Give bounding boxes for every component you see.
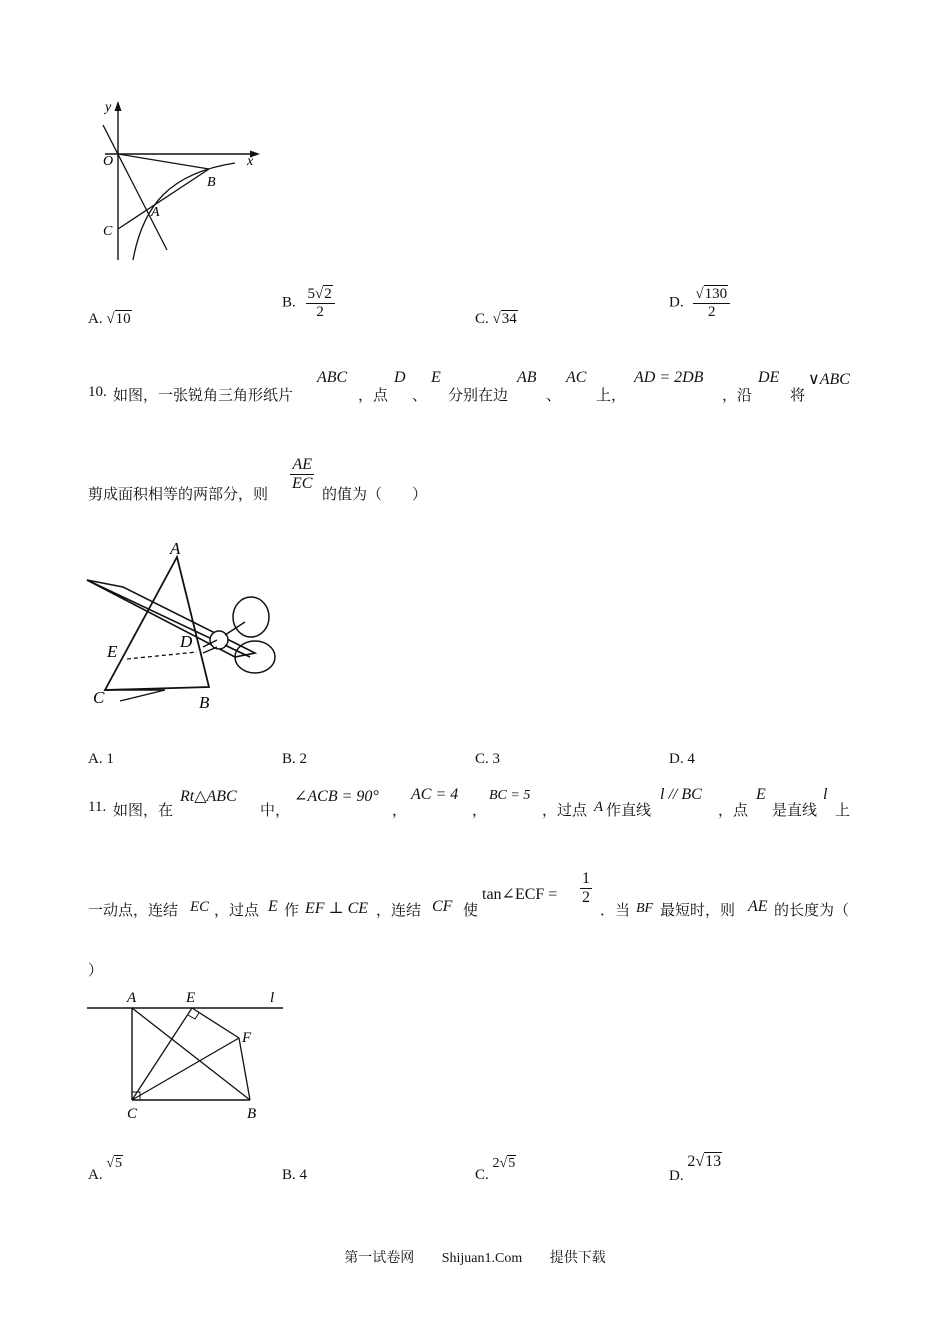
q11-text: 上 <box>835 803 851 819</box>
q11-text: 使 <box>463 903 479 919</box>
q10-math: AB <box>517 369 537 386</box>
q11-text: 作 <box>284 903 300 919</box>
q9-option-b[interactable] <box>282 286 335 320</box>
q11-math: l <box>823 786 828 803</box>
q10-math: ABC <box>317 369 348 386</box>
fraction-value: $\frac{5√2}{2}$ <box>306 286 335 320</box>
q10-text: 分别在边 <box>448 388 509 404</box>
q11-math: BF <box>636 901 654 916</box>
q10-text: 、 <box>546 388 562 404</box>
q10-math: DE <box>758 369 780 386</box>
q11-text: 一动点，连结 <box>88 903 179 919</box>
fraction-value: $\frac{√130}{2}$ <box>693 286 730 320</box>
q10-label-b: B <box>199 693 210 712</box>
q11-label-a: A <box>127 990 137 1006</box>
q10-number: 10. <box>88 384 107 400</box>
option-letter: D. <box>669 294 684 311</box>
option-letter: D. <box>669 1168 684 1184</box>
q10-option-b[interactable] <box>282 751 307 768</box>
q11-math: tan∠ECF = <box>482 886 558 903</box>
q10-text: 如图，一张锐角三角形纸片 <box>113 388 294 404</box>
page-footer <box>0 1247 950 1267</box>
q11-fraction: $\frac{1}{2}$ <box>582 870 590 906</box>
footer-note: 提供下载 <box>549 1251 606 1266</box>
q10-text: 剪成面积相等的两部分，则 <box>88 487 269 503</box>
q9-figure <box>85 95 275 265</box>
q11-text: 最短时，则 <box>660 903 736 919</box>
option-value: 4 <box>299 1167 308 1183</box>
q11-option-a[interactable] <box>88 1155 123 1183</box>
option-letter: B. <box>282 751 296 767</box>
coef-value: 2 <box>492 1156 500 1171</box>
option-value: 3 <box>492 751 501 767</box>
q11-label-l: l <box>270 990 275 1006</box>
q11-label-e: E <box>186 990 196 1006</box>
footer-site: 第一试卷网 <box>344 1251 415 1266</box>
option-letter: D. <box>669 751 684 767</box>
q11-text: ， <box>472 803 488 819</box>
q9-label-b: B <box>207 175 216 190</box>
q11-math: BC = 5 <box>489 788 531 803</box>
q11-option-b[interactable] <box>282 1167 307 1184</box>
q10-text: 将 <box>790 388 806 404</box>
q10-figure <box>85 535 285 720</box>
sqrt-value: √34 <box>492 311 517 327</box>
q9-label-c: C <box>103 224 113 239</box>
q10-option-d[interactable] <box>669 751 695 768</box>
q11-label-b: B <box>247 1106 257 1122</box>
option-letter: B. <box>282 1167 296 1183</box>
sqrt-value: √13 <box>695 1153 722 1170</box>
sqrt-value: √5 <box>106 1156 123 1171</box>
q11-math: CF <box>432 898 453 915</box>
q11-number: 11. <box>88 799 107 815</box>
q11-text: 的长度为（ <box>774 903 850 919</box>
q10-math: AD = 2DB <box>634 369 704 386</box>
q11-option-d[interactable] <box>669 1153 722 1184</box>
q10-label-d: D <box>180 632 193 651</box>
q10-label-e: E <box>107 642 118 661</box>
q9-label-a: A <box>151 205 160 220</box>
q11-text: ，连结 <box>376 903 422 919</box>
q11-text: ，过点 <box>542 803 588 819</box>
sqrt-value: √5 <box>499 1156 516 1171</box>
option-letter: A. <box>88 1167 103 1183</box>
q9-option-c[interactable] <box>475 311 518 328</box>
q11-figure <box>85 985 295 1125</box>
q10-fraction: $\frac{AE}{EC}$ <box>292 456 313 492</box>
q9-option-d[interactable] <box>669 286 730 320</box>
q11-text: ．当 <box>600 903 631 919</box>
q10-label-a: A <box>170 539 181 558</box>
sqrt-value: √10 <box>106 311 131 327</box>
q11-math: EC <box>190 899 210 915</box>
q11-math: A <box>594 799 604 815</box>
q9-label-o: O <box>103 154 114 169</box>
q10-math: D <box>394 369 406 386</box>
q11-math: l // BC <box>660 786 702 803</box>
footer-domain[interactable]: Shijuan1.Com <box>441 1251 523 1266</box>
coef-value: 2 <box>687 1153 696 1170</box>
q11-label-f: F <box>242 1030 252 1046</box>
q11-math: ∠ACB = 90° <box>294 788 379 805</box>
q11-option-c[interactable] <box>475 1155 516 1183</box>
q10-text: 、 <box>412 388 428 404</box>
q10-option-a[interactable] <box>88 751 114 768</box>
q10-option-c[interactable] <box>475 751 500 768</box>
q11-text: 中， <box>260 803 291 819</box>
option-letter: C. <box>475 751 489 767</box>
q10-text: ，沿 <box>722 388 753 404</box>
q11-text: ，点 <box>718 803 749 819</box>
option-value: 1 <box>106 751 114 767</box>
q10-math: AC <box>566 369 587 386</box>
option-letter: A. <box>88 311 103 327</box>
q10-text: ，点 <box>358 388 389 404</box>
q10-math: ∨ABC <box>808 371 850 388</box>
option-letter: C. <box>475 1167 489 1183</box>
option-letter: C. <box>475 311 489 327</box>
option-letter: A. <box>88 751 103 767</box>
q11-math: AE <box>748 898 768 915</box>
q9-label-x: x <box>247 154 254 169</box>
q11-text: ， <box>392 803 408 819</box>
option-value: 4 <box>687 751 695 767</box>
q10-text: 的值为（ ） <box>322 487 428 503</box>
q11-text: 是直线 <box>772 803 818 819</box>
q11-math: E <box>756 786 766 803</box>
q10-text: 上， <box>596 388 627 404</box>
q11-text: ，过点 <box>214 903 260 919</box>
q10-label-c: C <box>93 688 105 707</box>
option-value: 2 <box>299 751 308 767</box>
q11-text: ） <box>88 963 104 979</box>
q9-option-a[interactable] <box>88 311 132 328</box>
q11-math: E <box>268 898 278 915</box>
q9-label-y: y <box>105 100 112 115</box>
q11-text: 如图，在 <box>113 803 174 819</box>
q11-math: Rt△ABC <box>180 788 237 805</box>
q11-text: 作直线 <box>606 803 652 819</box>
q11-math: AC = 4 <box>411 786 459 803</box>
q11-label-c: C <box>127 1106 138 1122</box>
option-letter: B. <box>282 294 296 311</box>
q11-math: EF ⊥ CE <box>305 900 369 917</box>
q10-math: E <box>431 369 441 386</box>
